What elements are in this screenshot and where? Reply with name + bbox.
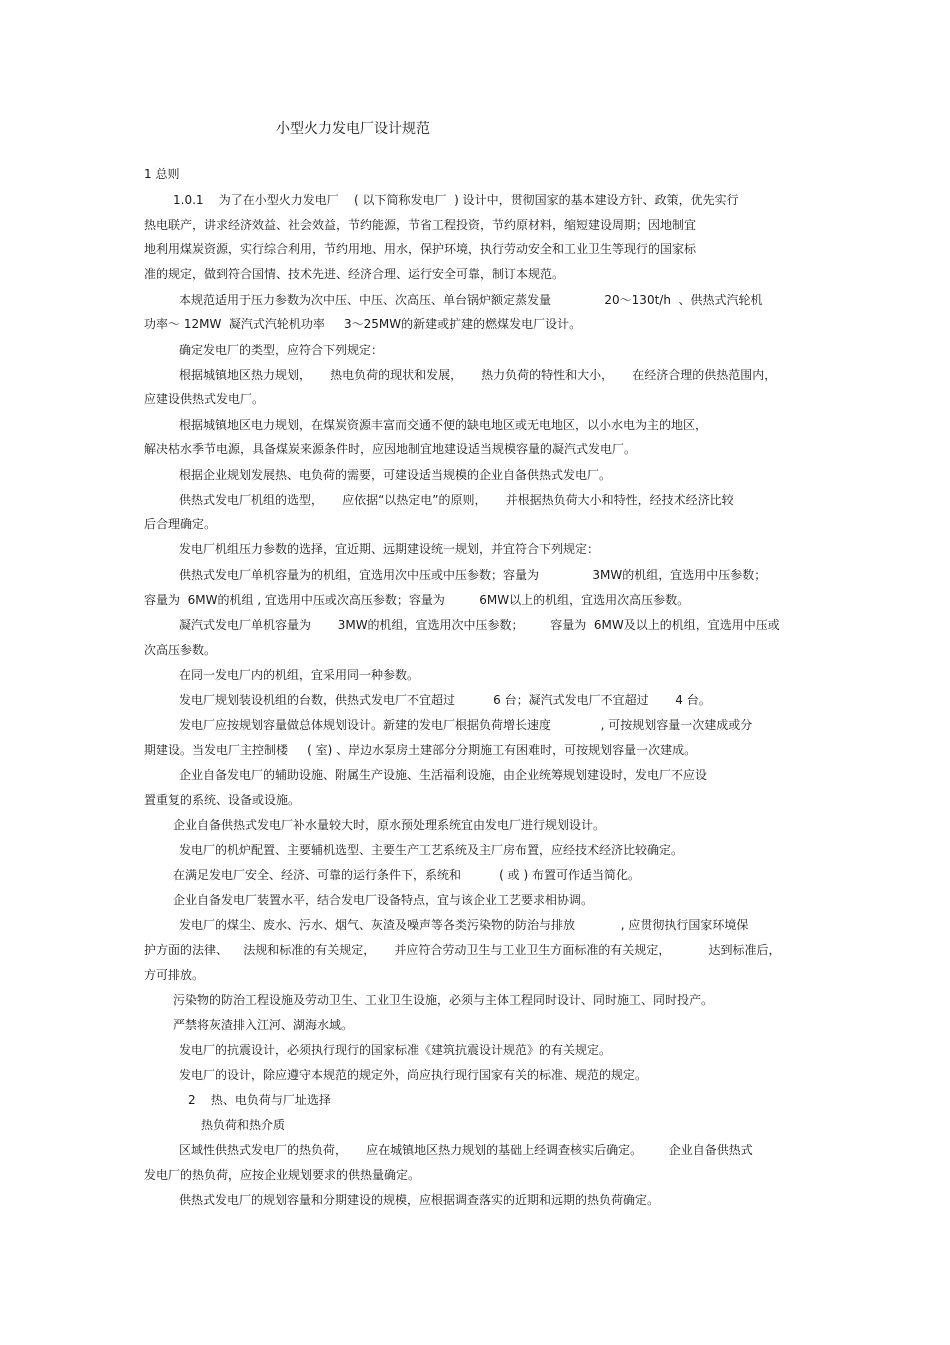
paragraph-line: 次高压参数。	[144, 643, 217, 657]
paragraph-line: 置重复的系统、设备或设施。	[144, 793, 301, 807]
paragraph-line: 期建设。当发电厂主控制楼 ( 室) 、岸边水泵房土建部分分期施工有困难时，可按规划容量一次建成。	[144, 743, 697, 757]
paragraph-line: 准的规定，做到符合国情、技术先进、经济合理、运行安全可靠，制订本规范。	[144, 267, 565, 281]
paragraph-line: 发电厂规划装设机组的台数，供热式发电厂不宜超过 6 台；凝汽式发电厂不宜超过 4 台。	[179, 693, 711, 707]
paragraph-line: 1.0.1 为了在小型火力发电厂 ( 以下简称发电厂 ) 设计中，贯彻国家的基本建设方针、政策，优先实行	[173, 193, 739, 207]
paragraph-line: 企业自备供热式发电厂补水量较大时，原水预处理系统宜由发电厂进行规划设计。	[173, 818, 606, 832]
section-heading: 1 总则	[144, 167, 180, 181]
paragraph-line: 发电厂的机炉配置、主要辅机选型、主要生产工艺系统及主厂房布置，应经技术经济比较确定。	[179, 843, 684, 857]
paragraph-line: 发电厂应按规划容量做总体规划设计。新建的发电厂根据负荷增长速度 , 可按规划容量一次建成或分	[179, 718, 753, 732]
paragraph-line: 凝汽式发电厂单机容量为 3MW的机组，宜选用次中压参数； 容量为 6MW及以上的机组，宜选用中压或	[179, 618, 780, 632]
paragraph-line: 供热式发电厂单机容量为的机组，宜选用次中压或中压参数；容量为 3MW的机组，宜选用中压参数；	[179, 568, 767, 582]
paragraph-line: 地利用煤炭资源，实行综合利用，节约用地、用水，保护环境，执行劳动安全和工业卫生等现行的国家标	[144, 242, 697, 256]
section-heading: 2 热、电负荷与厂址选择	[188, 1093, 331, 1107]
paragraph-line: 区域性供热式发电厂的热负荷， 应在城镇地区热力规划的基础上经调查核实后确定。 企业自备供热式	[179, 1143, 753, 1157]
paragraph-line: 应建设供热式发电厂。	[144, 392, 265, 406]
paragraph-line: 方可排放。	[144, 968, 205, 982]
paragraph-line: 热电联产，讲求经济效益、社会效益，节约能源，节省工程投资，节约原材料，缩短建设周期；因地制宜	[144, 218, 697, 232]
paragraph-line: 解决枯水季节电源，具备煤炭来源条件时，应因地制宜地建设适当规模容量的凝汽式发电厂。	[144, 442, 637, 456]
paragraph-line: 功率～ 12MW 凝汽式汽轮机功率 3～25MW的新建或扩建的燃煤发电厂设计。	[144, 317, 582, 331]
paragraph-line: 发电厂的抗震设计，必须执行现行的国家标准《建筑抗震设计规范》的有关规定。	[179, 1043, 612, 1057]
paragraph-line: 供热式发电厂机组的选型， 应依据“以热定电”的原则， 并根据热负荷大小和特性，经技术经济比较	[179, 493, 734, 507]
paragraph-line: 本规范适用于压力参数为次中压、中压、次高压、单台锅炉额定蒸发量 20～130t/h 、供热式汽轮机	[179, 293, 763, 307]
paragraph-line: 根据城镇地区热力规划， 热电负荷的现状和发展， 热力负荷的特性和大小， 在经济合理的供热范围内，	[179, 368, 777, 382]
document-title: 小型火力发电厂设计规范	[276, 121, 430, 137]
paragraph-line: 发电厂的热负荷，应按企业规划要求的供热量确定。	[144, 1168, 421, 1182]
paragraph-line: 发电厂的设计，除应遵守本规范的规定外，尚应执行现行国家有关的标准、规范的规定。	[179, 1068, 648, 1082]
paragraph-line: 企业自备发电厂的辅助设施、附属生产设施、生活福利设施，由企业统筹规划建设时，发电厂不应设	[179, 768, 708, 782]
paragraph-line: 护方面的法律、 法规和标准的有关规定， 并应符合劳动卫生与工业卫生方面标准的有关规定， 达到标准后，	[144, 943, 781, 957]
paragraph-line: 污染物的防治工程设施及劳动卫生、工业卫生设施，必须与主体工程同时设计、同时施工、同时投产。	[173, 993, 714, 1007]
paragraph-line: 确定发电厂的类型，应符合下列规定：	[179, 343, 384, 357]
paragraph-line: 供热式发电厂的规划容量和分期建设的规模，应根据调查落实的近期和远期的热负荷确定。	[179, 1193, 660, 1207]
paragraph-line: 在同一发电厂内的机组，宜采用同一种参数。	[179, 668, 420, 682]
paragraph-line: 发电厂的煤尘、废水、污水、烟气、灰渣及噪声等各类污染物的防治与排放 , 应贯彻执行国家环境保	[179, 918, 749, 932]
paragraph-line: 根据企业规划发展热、电负荷的需要，可建设适当规模的企业自备供热式发电厂。	[179, 468, 612, 482]
paragraph-line: 企业自备发电厂装置水平，结合发电厂设备特点，宜与该企业工艺要求相协调。	[173, 893, 594, 907]
paragraph-line: 根据城镇地区电力规划，在煤炭资源丰富而交通不便的缺电地区或无电地区，以小水电为主的地区，	[179, 418, 708, 432]
paragraph-line: 后合理确定。	[144, 517, 217, 531]
paragraph-line: 严禁将灰渣排入江河、湖海水域。	[173, 1018, 354, 1032]
subsection-heading: 热负荷和热介质	[201, 1118, 286, 1132]
paragraph-line: 在满足发电厂安全、经济、可靠的运行条件下，系统和 ( 或 ) 布置可作适当简化。	[173, 868, 640, 882]
paragraph-line: 发电厂机组压力参数的选择，宜近期、远期建设统一规划，并宜符合下列规定：	[179, 542, 600, 556]
paragraph-line: 容量为 6MW的机组 , 宜选用中压或次高压参数；容量为 6MW以上的机组，宜选用次高压参数。	[144, 593, 690, 607]
